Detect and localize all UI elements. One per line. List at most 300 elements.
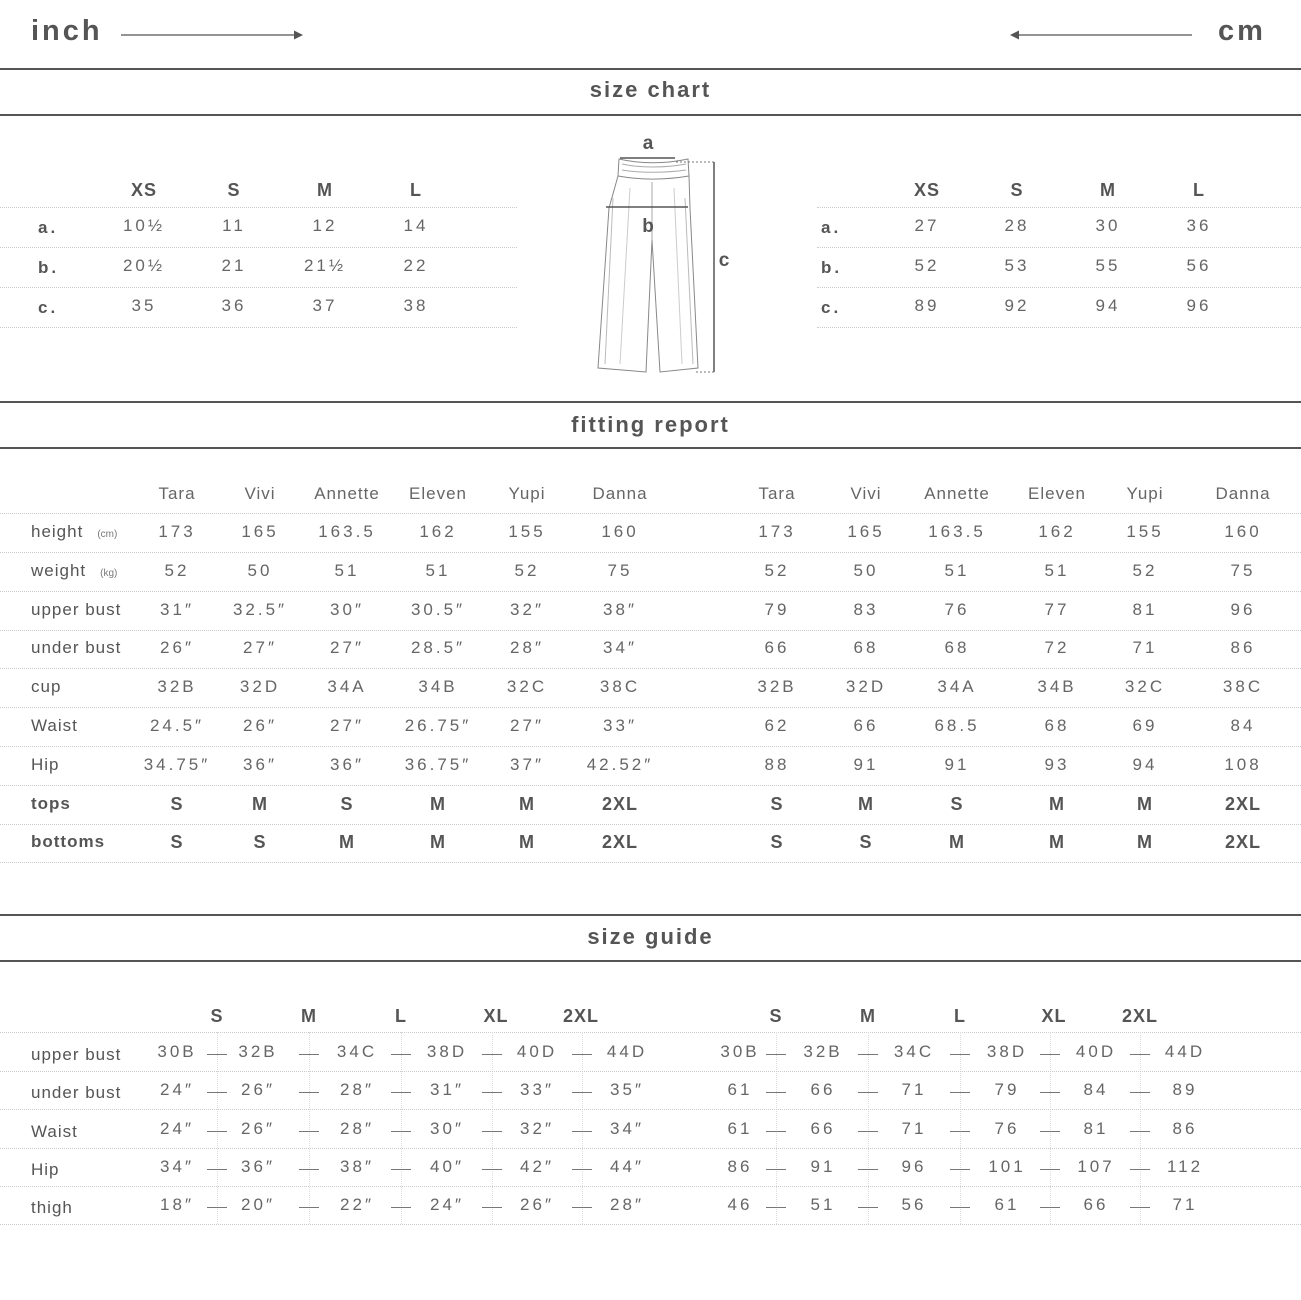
fitting-value-cm: 75 — [1230, 560, 1256, 580]
row-unit: (cm) — [97, 529, 118, 540]
range-dash — [299, 1207, 319, 1208]
row-label: under bust — [31, 1083, 122, 1103]
fitting-value-inch: M — [519, 832, 535, 853]
section-title-size-guide: size guide — [587, 924, 714, 949]
fitting-value-cm: M — [858, 793, 874, 814]
fitting-value-inch: 38″ — [603, 599, 637, 619]
guide-value-inch: 40″ — [430, 1156, 464, 1176]
row-divider — [0, 1071, 1301, 1072]
measurement-value: 92 — [1004, 296, 1030, 315]
fitting-value-cm: 62 — [764, 716, 790, 735]
measurement-value: 96 — [1186, 296, 1212, 315]
row-label: c. — [821, 298, 842, 317]
guide-value-inch: 44D — [606, 1042, 648, 1061]
row-divider — [0, 824, 1301, 825]
range-dash — [391, 1131, 411, 1132]
fitting-value-cm: 68 — [944, 638, 970, 658]
range-dash — [950, 1207, 970, 1208]
row-divider — [0, 591, 1301, 592]
unit-cm-label: cm — [1218, 15, 1266, 47]
measurement-value: 55 — [1095, 256, 1121, 275]
fitting-value-cm: 68 — [853, 638, 879, 658]
guide-value-cm: 51 — [810, 1195, 836, 1215]
guide-value-inch: 35″ — [610, 1080, 644, 1100]
range-dash — [391, 1169, 411, 1170]
fitting-value-cm: 77 — [1044, 599, 1070, 619]
fitting-value-inch: M — [252, 793, 268, 814]
column-guide — [868, 1032, 869, 1224]
row-label: b. — [38, 258, 60, 277]
fitting-value-cm: 69 — [1132, 716, 1158, 735]
fitting-value-cm: S — [859, 832, 873, 853]
row-label: upper bust — [31, 1045, 122, 1064]
model-name-cm: Danna — [1215, 484, 1271, 503]
measurement-value: 35 — [131, 296, 157, 315]
range-dash — [766, 1054, 786, 1055]
fitting-value-inch: 30″ — [330, 599, 364, 619]
range-dash — [207, 1169, 227, 1170]
row-label: Hip — [31, 1159, 60, 1179]
fitting-value-cm: 2XL — [1224, 793, 1262, 814]
guide-value-inch: 30B — [157, 1042, 197, 1061]
row-label — [31, 561, 117, 581]
section-title-size-chart: size chart — [589, 77, 712, 102]
fitting-value-cm: 162 — [1038, 522, 1076, 541]
range-dash — [299, 1092, 319, 1093]
range-dash — [391, 1092, 411, 1093]
fitting-value-cm: 38C — [1222, 677, 1264, 697]
measurement-value: 14 — [403, 216, 429, 235]
guide-value-cm: 86 — [1172, 1118, 1198, 1138]
range-dash — [572, 1092, 592, 1093]
fitting-value-inch: 33″ — [603, 716, 637, 735]
fitting-value-inch: 27″ — [510, 716, 544, 735]
fitting-value-inch: 28.5″ — [410, 638, 466, 658]
guide-value-cm: 56 — [901, 1195, 927, 1215]
range-dash — [482, 1092, 502, 1093]
range-dash — [391, 1054, 411, 1055]
row-divider — [817, 327, 1301, 328]
guide-value-cm: 84 — [1083, 1080, 1109, 1100]
fitting-value-inch: 32″ — [510, 599, 544, 619]
guide-value-inch: 31″ — [430, 1080, 464, 1100]
guide-value-cm: 38D — [986, 1042, 1028, 1061]
fitting-value-cm: 68.5 — [934, 716, 980, 735]
fitting-value-inch: 173 — [158, 522, 196, 541]
row-label — [31, 832, 105, 852]
fitting-value-inch: 26″ — [243, 716, 277, 735]
measurement-value: 36 — [221, 296, 247, 315]
guide-value-cm: 101 — [988, 1156, 1026, 1176]
guide-value-inch: 24″ — [160, 1118, 194, 1138]
fitting-value-inch: 163.5 — [318, 522, 376, 541]
model-name-cm: Tara — [758, 484, 796, 503]
size-header-cm: XL — [1041, 1006, 1067, 1026]
range-dash — [207, 1131, 227, 1132]
measurement-value: 21½ — [303, 256, 347, 275]
row-divider — [0, 1109, 1301, 1110]
fitting-value-inch: M — [430, 832, 446, 853]
measurement-value: 10½ — [122, 216, 166, 235]
guide-value-inch: 44″ — [610, 1156, 644, 1176]
range-dash — [299, 1131, 319, 1132]
row-label-text: cup — [31, 677, 62, 697]
size-header-inch: XL — [483, 1006, 509, 1026]
range-dash — [572, 1131, 592, 1132]
guide-value-cm: 66 — [1083, 1195, 1109, 1215]
range-dash — [1130, 1131, 1150, 1132]
row-label — [31, 794, 71, 814]
guide-value-inch: 28″ — [340, 1080, 374, 1100]
size-header-cm: L — [1193, 180, 1205, 200]
guide-value-cm: 61 — [994, 1195, 1020, 1215]
fitting-value-cm: 160 — [1224, 522, 1262, 541]
size-header-cm: M — [1100, 180, 1116, 200]
row-label: a. — [38, 218, 59, 237]
row-label — [31, 638, 121, 658]
row-divider — [0, 552, 1301, 553]
measurement-value: 28 — [1004, 216, 1030, 235]
fitting-value-inch: M — [519, 793, 535, 814]
fitting-value-inch: S — [253, 832, 267, 853]
fitting-value-cm: 155 — [1126, 522, 1164, 541]
row-divider — [0, 630, 1301, 631]
range-dash — [572, 1207, 592, 1208]
measurement-value: 20½ — [122, 256, 166, 275]
guide-value-inch: 24″ — [160, 1080, 194, 1100]
range-dash — [1130, 1207, 1150, 1208]
guide-value-cm: 91 — [810, 1156, 836, 1176]
size-header-inch: S — [210, 1006, 224, 1026]
measurement-value: 53 — [1004, 256, 1030, 275]
column-guide — [309, 1032, 310, 1224]
guide-value-cm: 46 — [727, 1195, 753, 1215]
fitting-value-inch: 50 — [247, 560, 273, 580]
guide-value-inch: 18″ — [160, 1195, 194, 1215]
range-dash — [572, 1169, 592, 1170]
guide-value-cm: 89 — [1172, 1080, 1198, 1100]
model-name-inch: Yupi — [508, 484, 546, 503]
fitting-value-inch: 52 — [514, 560, 540, 580]
divider — [0, 401, 1301, 403]
fitting-value-cm: 50 — [853, 560, 879, 580]
model-name-cm: Annette — [924, 484, 990, 503]
range-dash — [1040, 1207, 1060, 1208]
divider — [0, 68, 1301, 70]
row-divider — [817, 247, 1301, 248]
row-divider — [0, 247, 517, 248]
guide-value-inch: 28″ — [340, 1118, 374, 1138]
fitting-value-inch: 36″ — [330, 754, 364, 774]
guide-value-cm: 61 — [727, 1118, 753, 1138]
size-header-inch: L — [395, 1006, 407, 1026]
fitting-value-inch: 24.5″ — [149, 716, 205, 735]
fitting-value-inch: 160 — [601, 522, 639, 541]
range-dash — [1130, 1054, 1150, 1055]
fitting-value-cm: 52 — [1132, 560, 1158, 580]
divider — [0, 960, 1301, 962]
measurement-value: 36 — [1186, 216, 1212, 235]
fitting-value-cm: M — [1049, 793, 1065, 814]
guide-value-inch: 40D — [516, 1042, 558, 1061]
model-name-inch: Vivi — [244, 484, 276, 503]
measurement-value: 37 — [312, 296, 338, 315]
fitting-value-inch: 37″ — [510, 754, 544, 774]
fitting-value-cm: 173 — [758, 522, 796, 541]
fitting-value-inch: 51 — [425, 560, 451, 580]
range-dash — [766, 1169, 786, 1170]
unit-inch-label: inch — [31, 15, 103, 47]
fitting-value-cm: 79 — [764, 599, 790, 619]
guide-value-cm: 30B — [720, 1042, 760, 1061]
range-dash — [482, 1131, 502, 1132]
measurement-value: 30 — [1095, 216, 1121, 235]
row-label-text: Hip — [31, 754, 60, 774]
fitting-value-cm: 32C — [1124, 677, 1166, 697]
fitting-value-inch: 30.5″ — [410, 599, 466, 619]
range-dash — [482, 1207, 502, 1208]
column-guide — [492, 1032, 493, 1224]
fitting-value-cm: 32D — [845, 677, 887, 697]
fitting-value-cm: 91 — [853, 754, 879, 774]
fitting-value-cm: 32B — [757, 677, 797, 697]
pants-diagram — [590, 128, 740, 378]
range-dash — [766, 1092, 786, 1093]
fitting-value-inch: M — [430, 793, 446, 814]
guide-value-inch: 30″ — [430, 1118, 464, 1138]
measurement-value: 11 — [222, 216, 246, 235]
guide-value-inch: 26″ — [520, 1195, 554, 1215]
row-divider — [0, 1224, 1301, 1225]
fitting-value-inch: S — [340, 793, 354, 814]
fitting-value-inch: S — [170, 832, 184, 853]
fitting-value-inch: 26.75″ — [404, 716, 472, 735]
model-name-cm: Vivi — [850, 484, 882, 503]
divider — [0, 114, 1301, 116]
fitting-value-cm: 163.5 — [928, 522, 986, 541]
row-divider — [0, 707, 1301, 708]
fitting-value-cm: 83 — [853, 599, 879, 619]
arrow-right-icon — [120, 28, 305, 42]
fitting-value-inch: 2XL — [601, 832, 639, 853]
fitting-value-cm: 81 — [1132, 599, 1158, 619]
row-label-text: tops — [31, 793, 71, 813]
range-dash — [858, 1054, 878, 1055]
row-label: Waist — [31, 1121, 78, 1141]
range-dash — [1040, 1092, 1060, 1093]
fitting-value-cm: S — [950, 793, 964, 814]
row-divider — [0, 1186, 1301, 1187]
fitting-value-cm: 68 — [1044, 716, 1070, 735]
guide-value-cm: 71 — [901, 1118, 927, 1138]
row-label-text: upper bust — [31, 599, 122, 619]
fitting-value-inch: 32C — [506, 677, 548, 697]
measurement-value: 94 — [1095, 296, 1121, 315]
guide-value-cm: 71 — [901, 1080, 927, 1100]
measurement-value: 22 — [403, 256, 429, 275]
range-dash — [207, 1092, 227, 1093]
guide-value-inch: 34C — [336, 1042, 378, 1061]
range-dash — [858, 1092, 878, 1093]
range-dash — [391, 1207, 411, 1208]
column-guide — [401, 1032, 402, 1224]
row-divider — [817, 287, 1301, 288]
fitting-value-cm: 165 — [847, 522, 885, 541]
fitting-value-cm: 66 — [853, 716, 879, 735]
size-header-cm: L — [954, 1006, 966, 1026]
model-name-cm: Eleven — [1028, 484, 1086, 503]
measurement-value: 38 — [403, 296, 429, 315]
model-name-inch: Tara — [158, 484, 196, 503]
row-label: a. — [821, 218, 842, 237]
row-divider — [0, 785, 1301, 786]
size-header-cm: 2XL — [1121, 1006, 1159, 1026]
measurement-value: 27 — [914, 216, 940, 235]
range-dash — [766, 1207, 786, 1208]
guide-value-inch: 32B — [238, 1042, 278, 1061]
row-label-text: height — [31, 522, 84, 541]
guide-value-inch: 20″ — [241, 1195, 275, 1215]
row-divider — [0, 207, 517, 208]
fitting-value-cm: M — [1137, 832, 1153, 853]
fitting-value-cm: M — [949, 832, 965, 853]
range-dash — [299, 1054, 319, 1055]
guide-value-cm: 44D — [1164, 1042, 1206, 1061]
row-divider — [0, 862, 1301, 863]
model-name-inch: Eleven — [409, 484, 467, 503]
fitting-value-cm: 94 — [1132, 754, 1158, 774]
fitting-value-inch: 52 — [164, 560, 190, 580]
column-guide — [1140, 1032, 1141, 1224]
column-guide — [217, 1032, 218, 1224]
guide-value-inch: 22″ — [340, 1195, 374, 1215]
fitting-value-cm: 51 — [1044, 560, 1070, 580]
size-header-cm: M — [860, 1006, 876, 1026]
fitting-value-inch: 32B — [157, 677, 197, 697]
range-dash — [482, 1054, 502, 1055]
fitting-value-inch: 32.5″ — [232, 599, 288, 619]
guide-value-inch: 28″ — [610, 1195, 644, 1215]
fitting-value-inch: S — [170, 793, 184, 814]
fitting-value-cm: M — [1049, 832, 1065, 853]
guide-value-cm: 107 — [1077, 1156, 1115, 1176]
guide-value-cm: 66 — [810, 1080, 836, 1100]
fitting-value-cm: 2XL — [1224, 832, 1262, 853]
fitting-value-inch: 28″ — [510, 638, 544, 658]
column-guide — [582, 1032, 583, 1224]
fitting-value-inch: 34A — [327, 677, 367, 697]
fitting-value-cm: 72 — [1044, 638, 1070, 658]
measurement-value: 52 — [914, 256, 940, 275]
fitting-value-inch: M — [339, 832, 355, 853]
range-dash — [1040, 1169, 1060, 1170]
fitting-value-inch: 34″ — [603, 638, 637, 658]
row-label-text: under bust — [31, 638, 122, 658]
range-dash — [950, 1054, 970, 1055]
fitting-value-inch: 31″ — [160, 599, 194, 619]
range-dash — [858, 1169, 878, 1170]
range-dash — [1040, 1131, 1060, 1132]
measurement-value: 21 — [221, 256, 247, 275]
fitting-value-cm: 76 — [944, 599, 970, 619]
fitting-value-inch: 34B — [418, 677, 458, 697]
column-guide — [1050, 1032, 1051, 1224]
size-header-inch: M — [301, 1006, 317, 1026]
row-divider — [0, 668, 1301, 669]
guide-value-inch: 33″ — [520, 1080, 554, 1100]
guide-value-inch: 38″ — [340, 1156, 374, 1176]
guide-value-cm: 112 — [1166, 1156, 1204, 1176]
fitting-value-cm: S — [770, 832, 784, 853]
fitting-value-inch: 26″ — [160, 638, 194, 658]
divider — [0, 447, 1301, 449]
fitting-value-inch: 32D — [239, 677, 281, 697]
size-header-cm: S — [1010, 180, 1024, 200]
size-header-inch: XS — [130, 180, 158, 200]
fitting-value-cm: 84 — [1230, 716, 1256, 735]
fitting-value-inch: 27″ — [330, 716, 364, 735]
measurement-value: 89 — [914, 296, 940, 315]
row-label — [31, 522, 117, 542]
fitting-value-inch: 42.52″ — [586, 754, 654, 774]
size-header-inch: M — [317, 180, 333, 200]
range-dash — [207, 1207, 227, 1208]
range-dash — [858, 1131, 878, 1132]
guide-value-cm: 34C — [893, 1042, 935, 1061]
row-divider — [0, 327, 517, 328]
fitting-value-inch: 165 — [241, 522, 279, 541]
column-guide — [960, 1032, 961, 1224]
diagram-label-b: b — [642, 216, 654, 237]
range-dash — [482, 1169, 502, 1170]
fitting-value-cm: 66 — [764, 638, 790, 658]
size-header-cm: S — [769, 1006, 783, 1026]
fitting-value-inch: 36″ — [243, 754, 277, 774]
row-unit: (kg) — [100, 567, 118, 579]
row-label — [31, 716, 78, 736]
range-dash — [950, 1131, 970, 1132]
range-dash — [858, 1207, 878, 1208]
model-name-inch: Danna — [592, 484, 648, 503]
guide-value-cm: 76 — [994, 1118, 1020, 1138]
guide-value-cm: 32B — [803, 1042, 843, 1061]
fitting-value-inch: 155 — [508, 522, 546, 541]
guide-value-inch: 26″ — [241, 1118, 275, 1138]
guide-value-inch: 24″ — [430, 1195, 464, 1215]
fitting-value-cm: S — [770, 793, 784, 814]
size-header-inch: S — [227, 180, 241, 200]
section-title-fitting-report: fitting report — [571, 412, 730, 437]
range-dash — [950, 1092, 970, 1093]
model-name-cm: Yupi — [1126, 484, 1164, 503]
fitting-value-inch: 2XL — [601, 793, 639, 814]
fitting-value-inch: 34.75″ — [143, 754, 211, 774]
row-label-text: Waist — [31, 716, 78, 735]
row-label — [31, 600, 121, 620]
fitting-value-inch: 51 — [334, 560, 360, 580]
guide-value-inch: 36″ — [241, 1156, 275, 1176]
row-divider — [0, 1032, 1301, 1033]
size-header-inch: 2XL — [562, 1006, 600, 1026]
row-label: b. — [821, 258, 843, 277]
row-label-text: bottoms — [31, 832, 106, 852]
row-label-text: weight — [31, 560, 87, 580]
row-divider — [0, 746, 1301, 747]
fitting-value-cm: M — [1137, 793, 1153, 814]
guide-value-inch: 38D — [426, 1042, 468, 1061]
range-dash — [766, 1131, 786, 1132]
guide-value-cm: 81 — [1083, 1118, 1109, 1138]
